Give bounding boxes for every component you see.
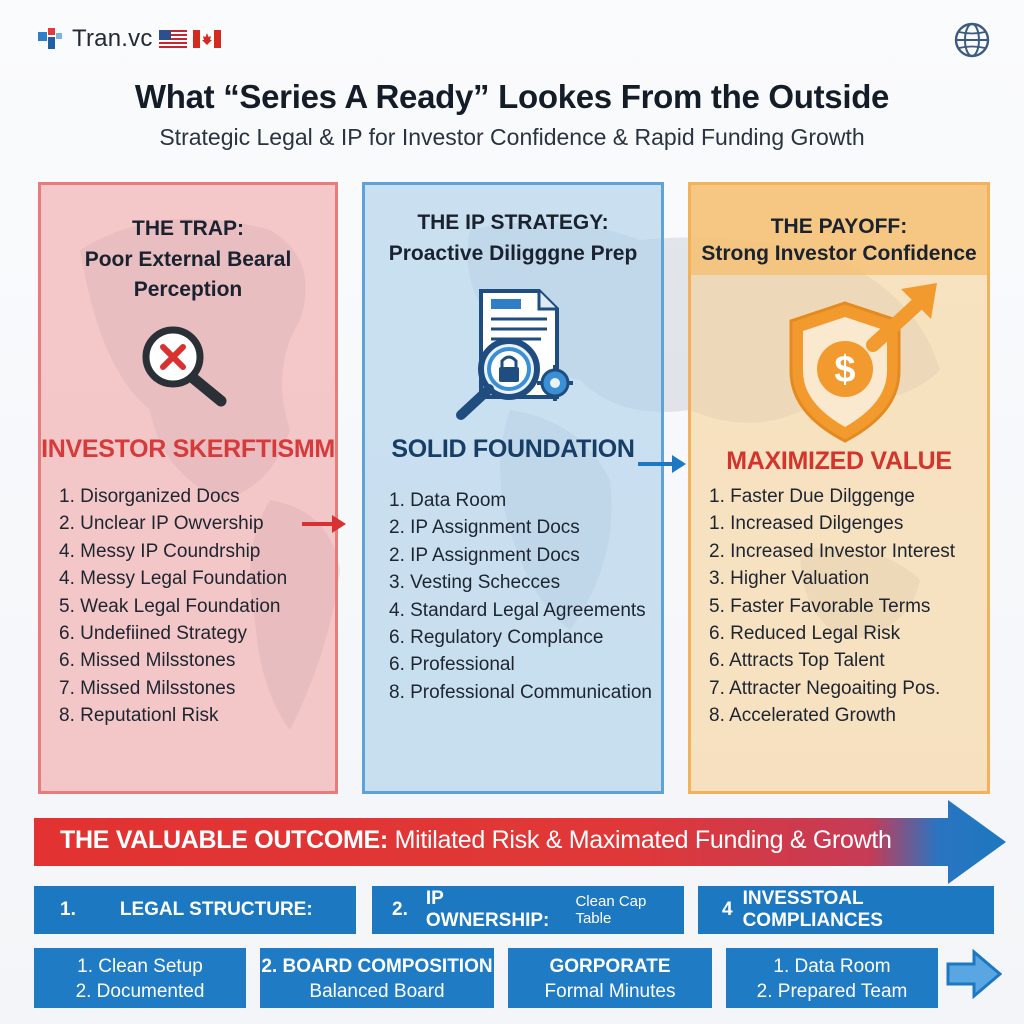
list-item: 6. Regulatory Complance (389, 627, 604, 649)
pill-extra: Clean Cap Table (575, 893, 647, 927)
outcome-body: Mitilated Risk & Maximated Funding & Growth (394, 826, 892, 854)
pill-compliances (698, 886, 994, 934)
list-item: 3. Vesting Schecces (389, 572, 561, 594)
trap-column (38, 182, 338, 794)
arrow-right-icon (636, 452, 688, 476)
page-title: What “Series A Ready” Lookes From the Outside (134, 78, 890, 115)
pill-number: 2. (392, 899, 408, 920)
list-item: 1. Data Room (389, 490, 507, 511)
list-item: 2. IP Assignment Docs (389, 544, 580, 566)
pill-number: 1. (60, 899, 76, 920)
us-flag-icon (159, 30, 187, 48)
ip-strategy-column (362, 182, 664, 794)
ip-strategy-section-heading: SOLID FOUNDATION (391, 435, 635, 463)
document-lock-icon (431, 285, 581, 425)
card-clean-setup (34, 948, 246, 1008)
trap-section-heading: INVESTOR SKERFTISMM (41, 435, 335, 463)
brand-logo[interactable] (36, 22, 221, 56)
pill-ip-ownership (372, 886, 684, 934)
card-line: GORPORATE (549, 956, 671, 977)
page-subtitle: Strategic Legal & IP for Investor Confidence & Rapid Funding Growth (159, 124, 865, 150)
card-board-composition (260, 948, 494, 1008)
trap-subtitle-line: Perception (133, 278, 243, 301)
list-item: 7. Missed Milsstones (59, 677, 236, 699)
card-line: 2. Documented (75, 981, 205, 1002)
list-item: 1. Faster Due Dilggenge (709, 486, 915, 507)
ip-strategy-subtitle-line: Proactive Diligggne Prep (388, 242, 638, 265)
shield-dollar-icon (775, 281, 945, 449)
logo-text: Tran.vc (72, 25, 153, 52)
card-corporate (508, 948, 712, 1008)
arrow-right-icon (300, 512, 348, 536)
pill-legal-structure (34, 886, 356, 934)
list-item: 6. Professional (389, 654, 515, 676)
list-item: 8. Reputationl Risk (59, 705, 219, 727)
pill-label: IP OWNERSHIP: (425, 888, 550, 931)
list-item: 1. Increased Dilgenges (709, 513, 904, 535)
trap-title: THE TRAP: (132, 217, 244, 240)
canada-flag-icon (193, 30, 221, 48)
list-item: 2. IP Assignment Docs (389, 517, 580, 539)
arrow-right-icon (946, 948, 1002, 1000)
ip-strategy-title: THE IP STRATEGY: (417, 211, 609, 234)
ip-strategy-subtitle (365, 239, 661, 269)
magnifier-x-icon (137, 323, 241, 407)
trap-subtitle (41, 245, 335, 305)
card-line: Formal Minutes (544, 981, 676, 1002)
ip-strategy-list (389, 487, 652, 706)
payoff-subtitle (691, 239, 987, 269)
pill-label: LEGAL STRUCTURE: (119, 899, 313, 920)
outcome-prefix: THE VALUABLE OUTCOME: (60, 826, 388, 854)
payoff-section-heading: MAXIMIZED VALUE (726, 447, 952, 475)
card-line: 1. Clean Setup (77, 956, 203, 977)
outcome-text (60, 826, 892, 855)
payoff-list (709, 483, 955, 730)
trap-list (59, 483, 287, 730)
card-line: Balanced Board (309, 981, 445, 1002)
trap-subtitle-line: Poor External Bearal (84, 248, 292, 271)
list-item: 7. Attracter Negoaiting Pos. (709, 677, 941, 699)
list-item: 4. Standard Legal Agreements (389, 599, 646, 621)
card-line: 2. Prepared Team (756, 981, 908, 1002)
list-item: 8. Professional Communication (389, 681, 652, 703)
list-item: 2. Increased Investor Interest (709, 540, 956, 562)
list-item: 2. Unclear IP Owvership (59, 513, 264, 535)
card-line: 2. BOARD COMPOSITION (261, 956, 493, 977)
list-item: 6. Attracts Top Talent (709, 650, 885, 672)
list-item: 6. Undefiined Strategy (59, 623, 248, 645)
globe-icon[interactable] (952, 20, 992, 60)
list-item: 6. Reduced Legal Risk (709, 623, 901, 645)
list-item: 8. Accelerated Growth (709, 705, 896, 727)
list-item: 5. Weak Legal Foundation (59, 595, 281, 617)
list-item: 5. Faster Favorable Terms (709, 595, 931, 617)
card-line: 1. Data Room (773, 956, 891, 977)
payoff-subtitle-line: Strong Investor Confidence (701, 242, 977, 265)
card-data-room (726, 948, 938, 1008)
pill-label: INVESSTOAL COMPLIANCES (742, 888, 883, 931)
pill-number: 4 (722, 899, 733, 920)
list-item: 3. Higher Valuation (709, 568, 870, 590)
payoff-column (688, 182, 990, 794)
list-item: 4. Messy Legal Foundation (59, 568, 288, 590)
logo-mark-icon (36, 24, 66, 54)
payoff-title: THE PAYOFF: (770, 215, 908, 238)
list-item: 1. Disorganized Docs (59, 486, 240, 507)
svg-text:$: $ (834, 349, 856, 391)
list-item: 6. Missed Milsstones (59, 650, 236, 672)
list-item: 4. Messy IP Coundrship (59, 540, 261, 562)
